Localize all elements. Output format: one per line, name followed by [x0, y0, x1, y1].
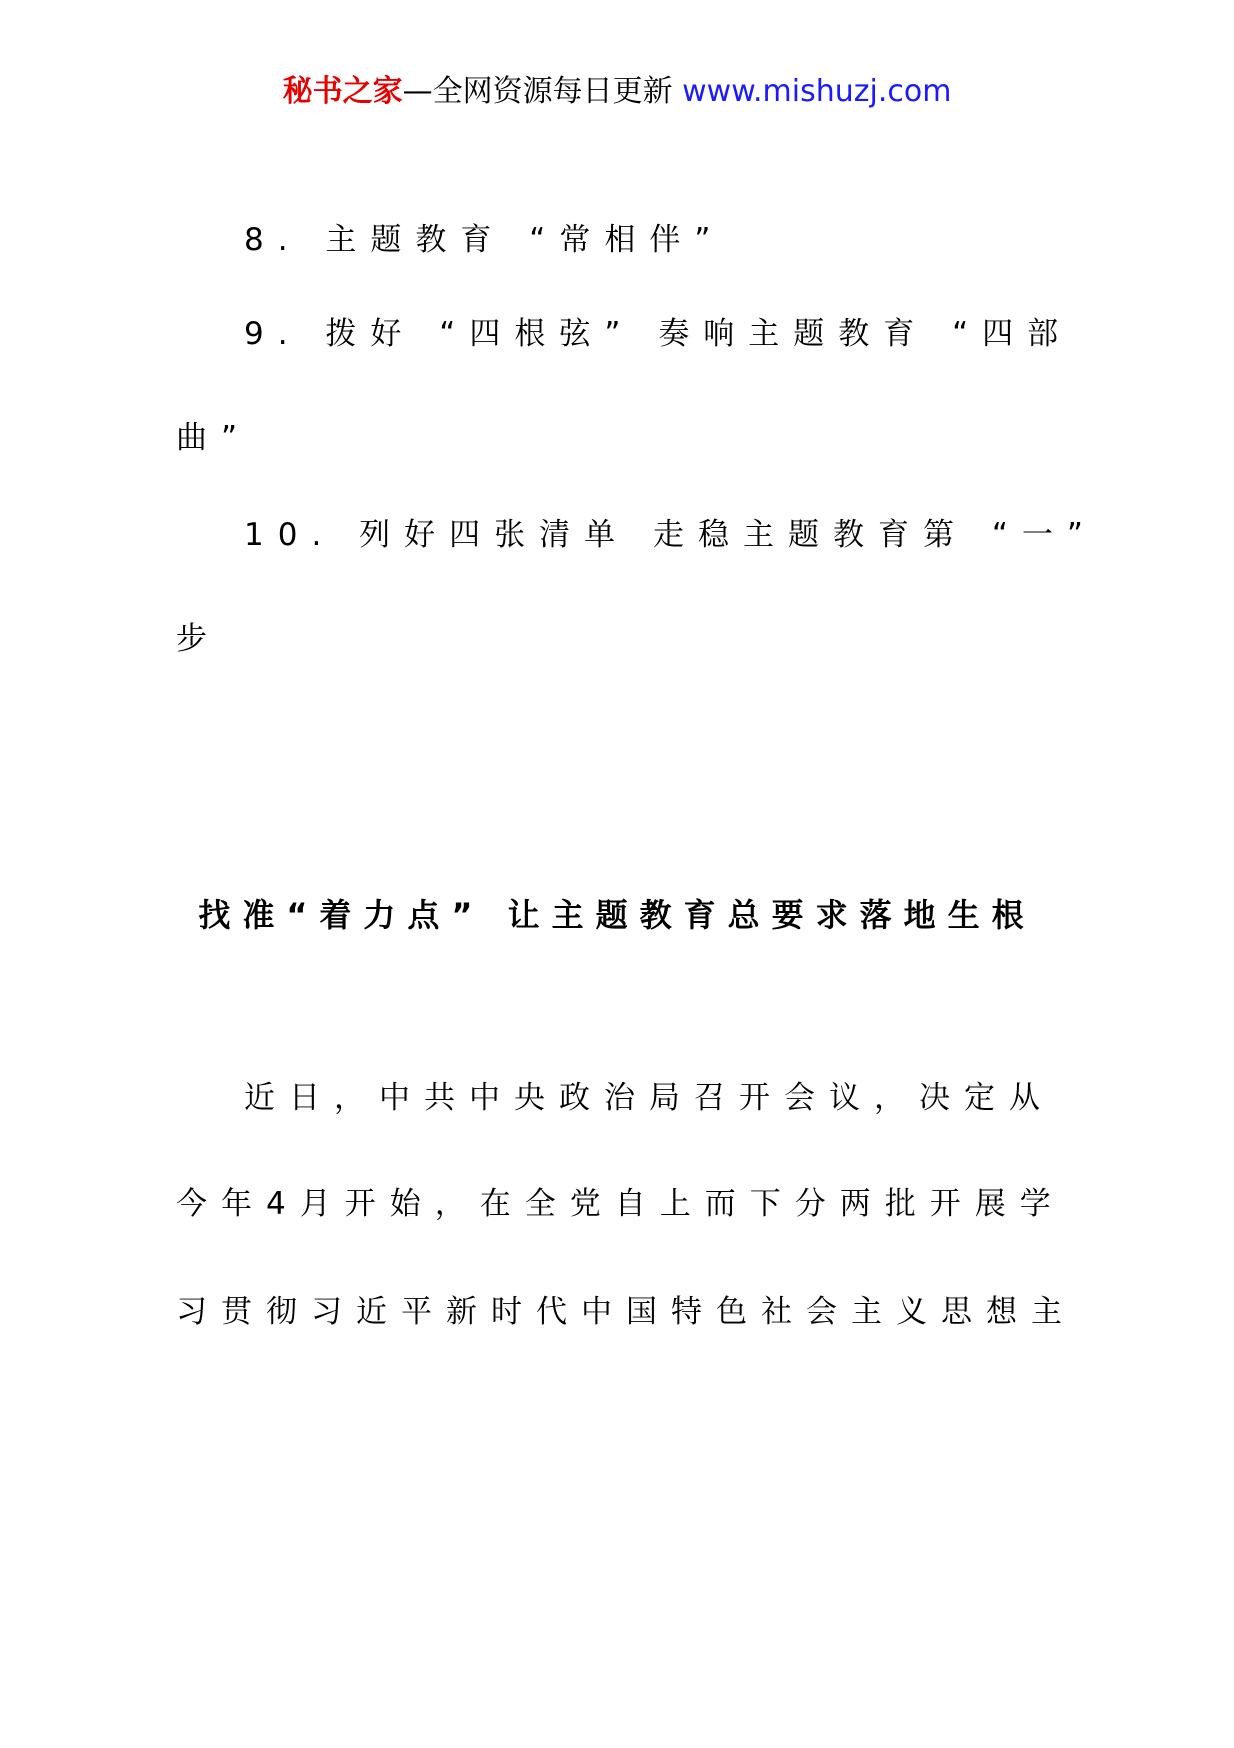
- site-slogan: —全网资源每日更新: [402, 74, 683, 109]
- list-item: 8. 主题教育 “常相伴”: [244, 222, 725, 258]
- paragraph-line: 今年4月开始，在全党自上而下分两批开展学: [176, 1186, 1065, 1222]
- list-item: 10. 列好四张清单 走稳主题教育第 “一”: [244, 517, 1097, 553]
- list-item-continuation: 步: [176, 621, 221, 657]
- paragraph-line: 近日，中共中央政治局召开会议，决定从: [244, 1080, 1054, 1116]
- site-brand: 秘书之家: [282, 74, 403, 109]
- site-url-link[interactable]: www.mishuzj.com: [682, 74, 952, 109]
- list-item-continuation: 曲”: [176, 420, 252, 456]
- list-item: 9. 拨好 “四根弦” 奏响主题教育 “四部: [244, 316, 1073, 352]
- site-header: [0, 70, 1234, 114]
- article-title: 找准“着力点” 让主题教育总要求落地生根: [198, 896, 1036, 934]
- paragraph-line: 习贯彻习近平新时代中国特色社会主义思想主: [176, 1294, 1076, 1330]
